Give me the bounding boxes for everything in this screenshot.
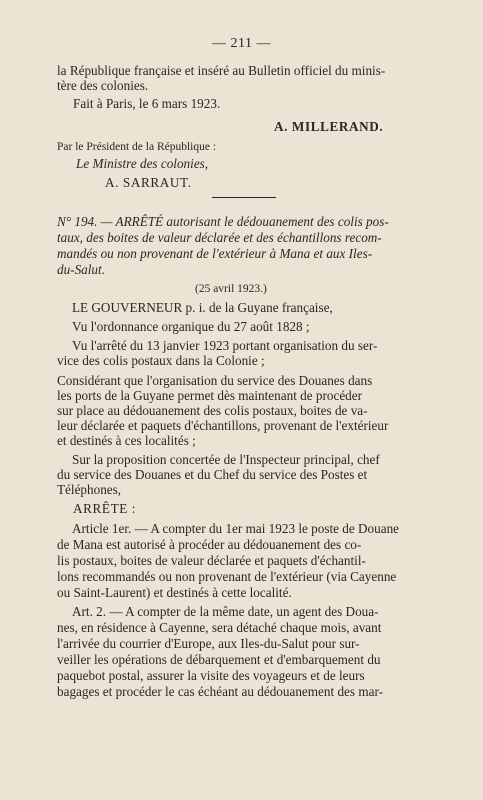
considerant-line-1: Considérant que l'organisation du service des Douanes dans [57, 373, 373, 388]
proposition-line-1: Sur la proposition concertée de l'Inspecteur principal, chef [72, 452, 380, 467]
arrete-header-line-2: taux, des boites de valeur déclarée et des échantillons recom- [57, 230, 382, 245]
closing-date-line: Fait à Paris, le 6 mars 1923. [73, 96, 221, 111]
article-1-line-1: Article 1er. — A compter du 1er mai 1923 le poste de Douane [72, 521, 400, 536]
article-2-line-6: bagages et procéder le cas échéant au dédouanement des mar- [57, 684, 383, 699]
arrete-header-line-4: du-Salut. [57, 262, 105, 277]
article-2-line-2: nes, en résidence à Cayenne, sera détaché chaque mois, avant [57, 620, 382, 635]
arrete-header-line-3: mandés ou non provenant de l'extérieur à Mana et aux Iles- [57, 246, 373, 261]
article-1-line-5: ou Saint-Laurent) et destinés à cette localité. [57, 585, 292, 600]
considerant-line-4: leur déclarée et paquets d'échantillons, provenant de l'extérieur [57, 418, 389, 433]
article-2-line-4: veiller les opérations de débarquement et d'embarquement du [57, 652, 381, 667]
page-number: — 211 — [212, 36, 271, 51]
vu-arrete-line-1: Vu l'arrêté du 13 janvier 1923 portant organisation du ser- [72, 338, 378, 353]
article-1-line-3: lis postaux, boites de valeur déclarée et paquets d'échantil- [57, 553, 366, 568]
proposition-line-3: Téléphones, [57, 482, 122, 497]
arrete-date: (25 avril 1923.) [195, 283, 267, 295]
article-2-line-1: Art. 2. — A compter de la même date, un agent des Doua- [72, 604, 379, 619]
president-line: Par le Président de la République : [57, 141, 217, 153]
closing-line-1: la République française et inséré au Bulletin officiel du minis- [57, 63, 386, 78]
section-divider [212, 197, 276, 198]
arrete-heading: ARRÊTE : [73, 501, 137, 516]
vu-ordonnance-line: Vu l'ordonnance organique du 27 août 1828 ; [72, 319, 310, 334]
arrete-header-line-1: N° 194. — ARRÊTÉ autorisant le dédouanement des colis pos- [57, 214, 389, 229]
proposition-line-2: du service des Douanes et du Chef du service des Postes et [57, 467, 368, 482]
signature-sarraut: A. SARRAUT. [105, 175, 192, 190]
considerant-line-2: les ports de la Guyane permet dès maintenant de procéder [57, 388, 363, 403]
article-1-line-2: de Mana est autorisé à procéder au dédouanement des co- [57, 537, 362, 552]
article-2-line-3: l'arrivée du courrier d'Europe, aux Iles-du-Salut pour sur- [57, 636, 360, 651]
vu-arrete-line-2: vice des colis postaux dans la Colonie ; [57, 353, 265, 368]
considerant-line-3: sur place au dédouanement des colis postaux, boites de va- [57, 403, 368, 418]
closing-line-2: tère des colonies. [57, 78, 149, 93]
considerant-line-5: et destinés à ces localités ; [57, 433, 196, 448]
article-1-line-4: lons recommandés ou non provenant de l'extérieur (via Cayenne [57, 569, 397, 584]
gouverneur-line: LE GOUVERNEUR p. i. de la Guyane française, [72, 300, 333, 315]
signature-millerand: A. MILLERAND. [274, 119, 384, 134]
article-2-line-5: paquebot postal, assurer la visite des voyageurs et de leurs [57, 668, 365, 683]
ministre-line: Le Ministre des colonies, [76, 156, 209, 171]
